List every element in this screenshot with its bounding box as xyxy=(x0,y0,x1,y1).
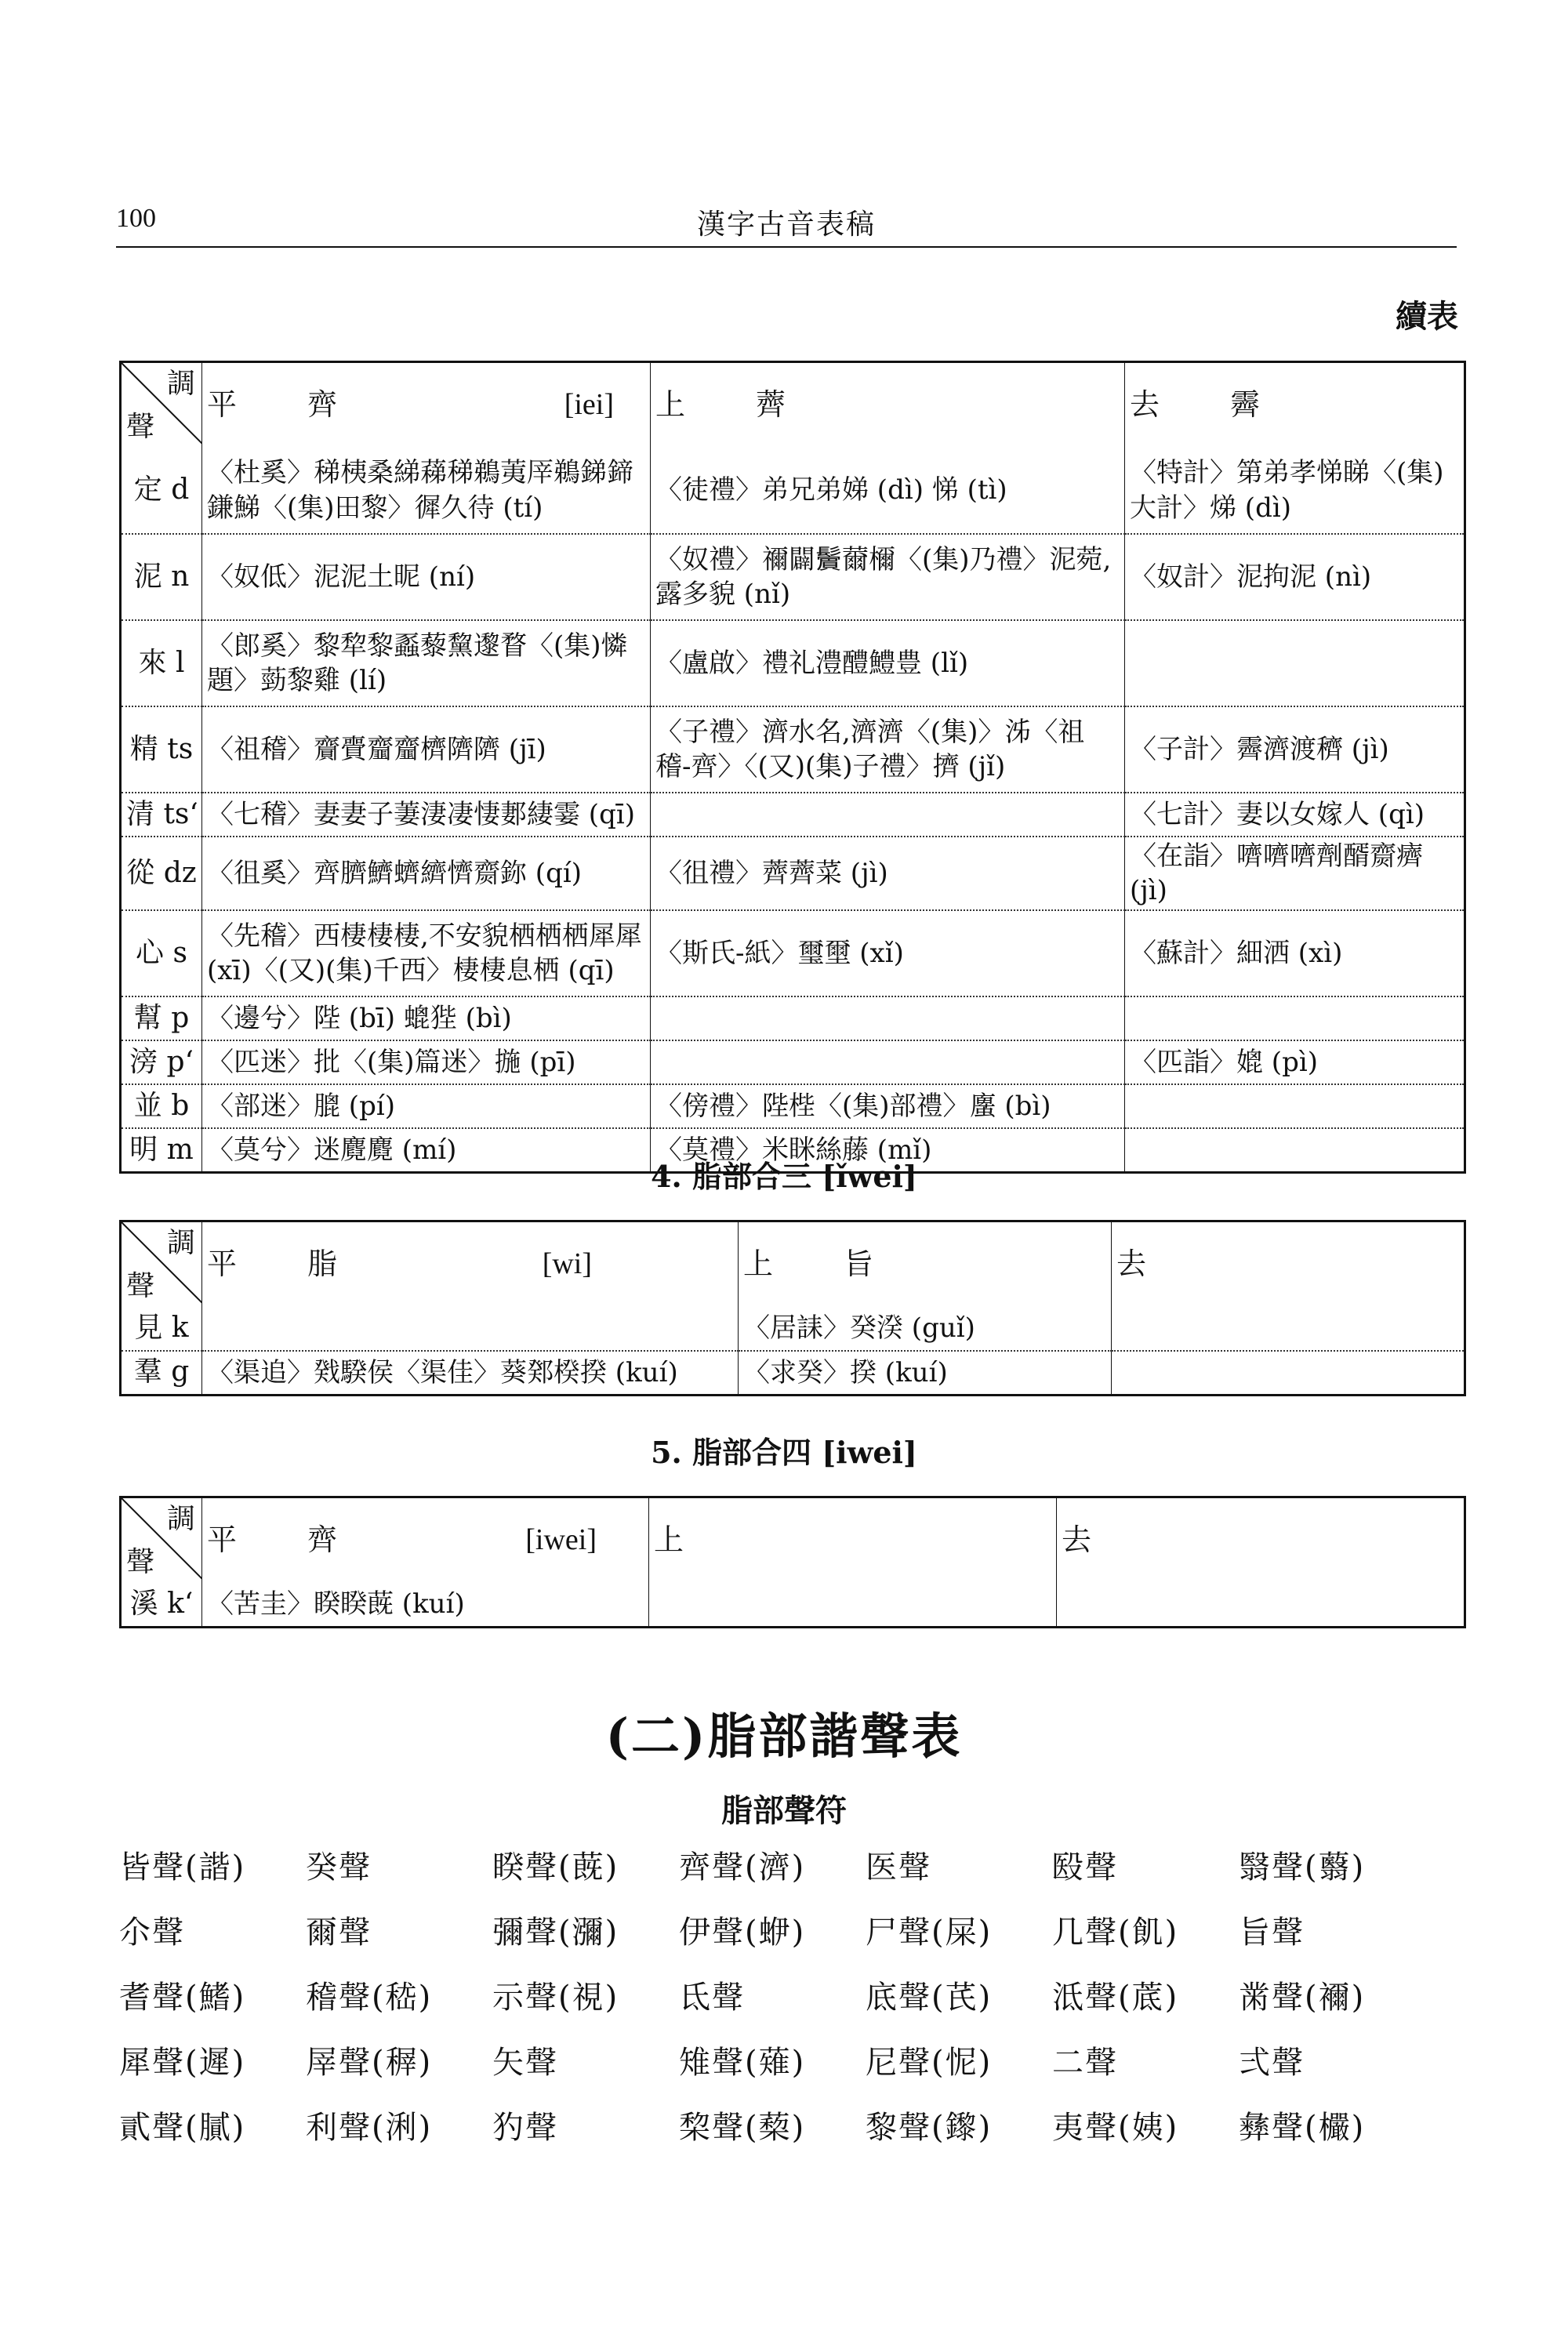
phonetic-series-item: 耆聲(鰭) xyxy=(119,1980,246,2016)
table-row xyxy=(121,448,1465,534)
shang-tone-cell: 〈傍禮〉陛梐〈(集)部禮〉螷 (bì) xyxy=(651,1084,1125,1128)
shang-tone-cell xyxy=(651,996,1125,1040)
rhyme-name: 齊 xyxy=(307,387,338,423)
ping-tone-cell: 〈祖稽〉齎賷齏齏櫅隮隮 (jī) xyxy=(202,706,651,793)
ping-tone-cell: 〈先稽〉西棲棲棲,不安貌栖栖栖犀犀(xī)〈(又)(集)千西〉棲棲息栖 (qī) xyxy=(202,910,651,996)
table-row xyxy=(121,534,1465,620)
phonetic-series-item: 殹聲 xyxy=(1052,1849,1118,1886)
phonetic-series-item: 齊聲(濟) xyxy=(679,1849,806,1886)
rhyme-name: 薺 xyxy=(756,387,786,423)
rhyme-name: 齊 xyxy=(307,1523,338,1558)
book-title: 漢字古音表稿 xyxy=(696,209,876,241)
ping-tone-cell: 〈渠追〉戣騤侯〈渠佳〉葵鄈楑揆 (kuí) xyxy=(202,1351,739,1395)
qu-tone-cell xyxy=(1112,1307,1465,1351)
tone-label: 調 xyxy=(166,368,195,400)
phonetic-series-item: 彝聲(欕) xyxy=(1239,2110,1366,2146)
page-header xyxy=(116,202,1457,248)
rhyme-name: 霽 xyxy=(1230,387,1261,423)
phonetic-series-item: 二聲 xyxy=(1052,2045,1118,2081)
table-row xyxy=(121,996,1465,1040)
shang-tone-cell: 〈斯氏-紙〉璽壐 (xǐ) xyxy=(651,910,1125,996)
qu-tone-cell xyxy=(1125,996,1465,1040)
table-row xyxy=(121,1307,1465,1351)
main-heading: (二)脂部諧聲表 xyxy=(605,1708,963,1765)
rhyme-table-qi xyxy=(119,361,1466,1174)
phonetic-series-item: 氐聲 xyxy=(679,1980,745,2016)
ping-tone-cell xyxy=(202,1307,739,1351)
initial-consonant-cell: 溪 k‘ xyxy=(121,1583,202,1627)
phonetic-series-item: 犀聲(遲) xyxy=(119,2045,246,2081)
table-row xyxy=(121,1084,1465,1128)
tone-name: 平 xyxy=(207,387,238,423)
phonetic-series-item: 黎聲(鑗) xyxy=(866,2110,993,2146)
rhyme-ipa: [iei] xyxy=(564,388,614,422)
tone-name: 去 xyxy=(1062,1523,1092,1558)
initial-consonant-cell: 清 ts‘ xyxy=(121,793,202,837)
table-row xyxy=(121,1040,1465,1084)
phonetic-series-item: 医聲 xyxy=(866,1849,931,1886)
column-header-ping xyxy=(202,1221,739,1308)
phonetic-series-item: 示聲(視) xyxy=(492,1980,619,2016)
shang-tone-cell xyxy=(651,1040,1125,1084)
phonetic-series-item: 利聲(浰) xyxy=(306,2110,433,2146)
shang-tone-cell: 〈奴禮〉禰闢𩯭薾檷〈(集)乃禮〉泥菀,露多貌 (nǐ) xyxy=(651,534,1125,620)
shang-tone-cell: 〈徂禮〉薺薺菜 (jì) xyxy=(651,837,1125,910)
initial-consonant-cell: 幫 p xyxy=(121,996,202,1040)
phonetic-series-item: 弍聲 xyxy=(1239,2045,1305,2081)
initial-consonant-cell: 定 d xyxy=(121,448,202,534)
tone-initial-corner xyxy=(121,362,202,448)
qu-tone-cell: 〈子計〉霽濟渡穧 (jì) xyxy=(1125,706,1465,793)
column-header-shang xyxy=(651,362,1125,448)
phonetic-series-item: 睽聲(蔇) xyxy=(492,1849,619,1886)
column-header-qu xyxy=(1112,1221,1465,1308)
shang-tone-cell: 〈莫禮〉米眯絲藤 (mǐ) xyxy=(651,1128,1125,1172)
sub-heading: 脂部聲符 xyxy=(721,1792,847,1829)
column-header-ping xyxy=(202,362,651,448)
phonetic-series-item: 棃聲(蔾) xyxy=(679,2110,806,2146)
phonetic-series-item: 矢聲 xyxy=(492,2045,558,2081)
qu-tone-cell xyxy=(1125,1084,1465,1128)
table-header-row xyxy=(121,1497,1465,1584)
shang-tone-cell xyxy=(649,1583,1057,1627)
phonetic-series-item: 黹聲(襧) xyxy=(1239,1980,1366,2016)
phonetic-series-item: 貳聲(膩) xyxy=(119,2110,246,2146)
tone-name: 上 xyxy=(743,1247,774,1282)
initial-consonant-cell: 滂 p‘ xyxy=(121,1040,202,1084)
qu-tone-cell: 〈匹詣〉媲 (pì) xyxy=(1125,1040,1465,1084)
phonetic-series-item: 彌聲(瀰) xyxy=(492,1915,619,1951)
phonetic-series-item: 尒聲 xyxy=(119,1915,185,1951)
section-title-4: 4. 脂部合三 [ǐwei] xyxy=(651,1159,917,1194)
table-header-row xyxy=(121,1221,1465,1308)
shang-tone-cell xyxy=(651,793,1125,837)
qu-tone-cell xyxy=(1125,620,1465,706)
phonetic-series-item: 屖聲(稺) xyxy=(306,2045,433,2081)
continued-label: 續表 xyxy=(1396,298,1458,335)
shang-tone-cell: 〈求癸〉揆 (kuí) xyxy=(739,1351,1112,1395)
phonetic-series-item: 旨聲 xyxy=(1239,1915,1305,1951)
initial-label: 聲 xyxy=(126,1546,155,1579)
phonetic-series-item: 雉聲(薙) xyxy=(679,2045,806,2081)
phonetic-series-item: 稽聲(嵇) xyxy=(306,1980,433,2016)
shang-tone-cell: 〈子禮〉濟水名,濟濟〈(集)〉泲〈祖稽-齊〉〈(又)(集)子禮〉擠 (jǐ) xyxy=(651,706,1125,793)
table-row xyxy=(121,706,1465,793)
rhyme-ipa: [wi] xyxy=(542,1247,592,1281)
table-row xyxy=(121,793,1465,837)
tone-initial-corner xyxy=(121,1221,202,1308)
column-header-qu xyxy=(1125,362,1465,448)
ping-tone-cell: 〈徂奚〉齊臍鱭蠐纃懠齌鉨 (qí) xyxy=(202,837,651,910)
ping-tone-cell: 〈匹迷〉批〈(集)篇迷〉揓 (pī) xyxy=(202,1040,651,1084)
ping-tone-cell: 〈莫兮〉迷麑麑 (mí) xyxy=(202,1128,651,1172)
initial-consonant-cell: 泥 n xyxy=(121,534,202,620)
column-header-shang xyxy=(649,1497,1057,1584)
rhyme-table-zhi-he-si xyxy=(119,1496,1466,1628)
phonetic-series-item: 尼聲(怩) xyxy=(866,2045,993,2081)
column-header-qu xyxy=(1057,1497,1465,1584)
initial-consonant-cell: 明 m xyxy=(121,1128,202,1172)
tone-label: 調 xyxy=(166,1503,195,1535)
rhyme-name: 旨 xyxy=(844,1247,874,1282)
qu-tone-cell: 〈在詣〉嚌嚌嚌劑醑齌癠 (jì) xyxy=(1125,837,1465,910)
phonetic-series-item: 夷聲(姨) xyxy=(1052,2110,1179,2146)
initial-consonant-cell: 並 b xyxy=(121,1084,202,1128)
qu-tone-cell xyxy=(1057,1583,1465,1627)
ping-tone-cell: 〈邊兮〉陛 (bī) 螕狴 (bì) xyxy=(202,996,651,1040)
initial-consonant-cell: 來 l xyxy=(121,620,202,706)
initial-label: 聲 xyxy=(126,1270,155,1303)
phonetic-series-item: 几聲(飢) xyxy=(1052,1915,1179,1951)
ping-tone-cell: 〈杜奚〉稊桋桑綈蕛稊鵜荑厗鵜銻鍗鎌鮷〈(集)田黎〉徲久待 (tí) xyxy=(202,448,651,534)
table-row xyxy=(121,910,1465,996)
ping-tone-cell: 〈苦圭〉睽睽蔇 (kuí) xyxy=(202,1583,649,1627)
initial-consonant-cell: 心 s xyxy=(121,910,202,996)
initial-consonant-cell: 羣 g xyxy=(121,1351,202,1395)
tone-name: 上 xyxy=(655,387,686,423)
qu-tone-cell: 〈特計〉第弟孝悌睇〈(集)大計〉焍 (dì) xyxy=(1125,448,1465,534)
rhyme-table-zhi-he-san xyxy=(119,1220,1466,1396)
phonetic-series-item: 翳聲(蘙) xyxy=(1239,1849,1366,1886)
qu-tone-cell: 〈七計〉妻以女嫁人 (qì) xyxy=(1125,793,1465,837)
ping-tone-cell: 〈七稽〉妻妻子萋淒凄悽郪緀霎 (qī) xyxy=(202,793,651,837)
ping-tone-cell: 〈奴低〉泥泥土昵 (ní) xyxy=(202,534,651,620)
qu-tone-cell: 〈奴計〉泥拘泥 (nì) xyxy=(1125,534,1465,620)
tone-initial-corner xyxy=(121,1497,202,1584)
shang-tone-cell: 〈盧啟〉禮礼澧醴鱧豊 (lǐ) xyxy=(651,620,1125,706)
initial-label: 聲 xyxy=(126,411,155,444)
table-row xyxy=(121,837,1465,910)
shang-tone-cell: 〈居誄〉癸湀 (guǐ) xyxy=(739,1307,1112,1351)
ping-tone-cell: 〈郎奚〉黎犂黎蟸藜黧邌瞀〈(集)憐題〉葝黎雞 (lí) xyxy=(202,620,651,706)
qu-tone-cell xyxy=(1112,1351,1465,1395)
phonetic-series-item: 底聲(芪) xyxy=(866,1980,993,2016)
phonetic-series-item: 泜聲(菧) xyxy=(1052,1980,1179,2016)
phonetic-series-item: 皆聲(諧) xyxy=(119,1849,246,1886)
column-header-shang xyxy=(739,1221,1112,1308)
qu-tone-cell: 〈蘇計〉細洒 (xì) xyxy=(1125,910,1465,996)
tone-name: 去 xyxy=(1130,387,1160,423)
rhyme-ipa: [iwei] xyxy=(525,1523,597,1557)
phonetic-series-item: 爾聲 xyxy=(306,1915,372,1951)
rhyme-name: 脂 xyxy=(307,1247,338,1282)
phonetic-series-grid xyxy=(119,1842,1468,2147)
phonetic-series-item: 癸聲 xyxy=(306,1849,372,1886)
initial-consonant-cell: 從 dz xyxy=(121,837,202,910)
tone-name: 平 xyxy=(207,1523,238,1558)
phonetic-series-item: 尸聲(屎) xyxy=(866,1915,993,1951)
table-header-row xyxy=(121,362,1465,448)
tone-name: 去 xyxy=(1116,1247,1147,1282)
tone-name: 平 xyxy=(207,1247,238,1282)
table-row xyxy=(121,620,1465,706)
table-row xyxy=(121,1351,1465,1395)
page-number: 100 xyxy=(116,204,156,233)
table-row xyxy=(121,1583,1465,1627)
phonetic-series-item: 伊聲(蛜) xyxy=(679,1915,806,1951)
tone-name: 上 xyxy=(654,1523,684,1558)
phonetic-series-item: 犳聲 xyxy=(492,2110,558,2146)
column-header-ping xyxy=(202,1497,649,1584)
tone-label: 調 xyxy=(166,1227,195,1259)
ping-tone-cell: 〈部迷〉膍 (pí) xyxy=(202,1084,651,1128)
section-title-5: 5. 脂部合四 [iwei] xyxy=(651,1435,917,1470)
initial-consonant-cell: 精 ts xyxy=(121,706,202,793)
initial-consonant-cell: 見 k xyxy=(121,1307,202,1351)
shang-tone-cell: 〈徒禮〉弟兄弟娣 (dì) 悌 (tì) xyxy=(651,448,1125,534)
